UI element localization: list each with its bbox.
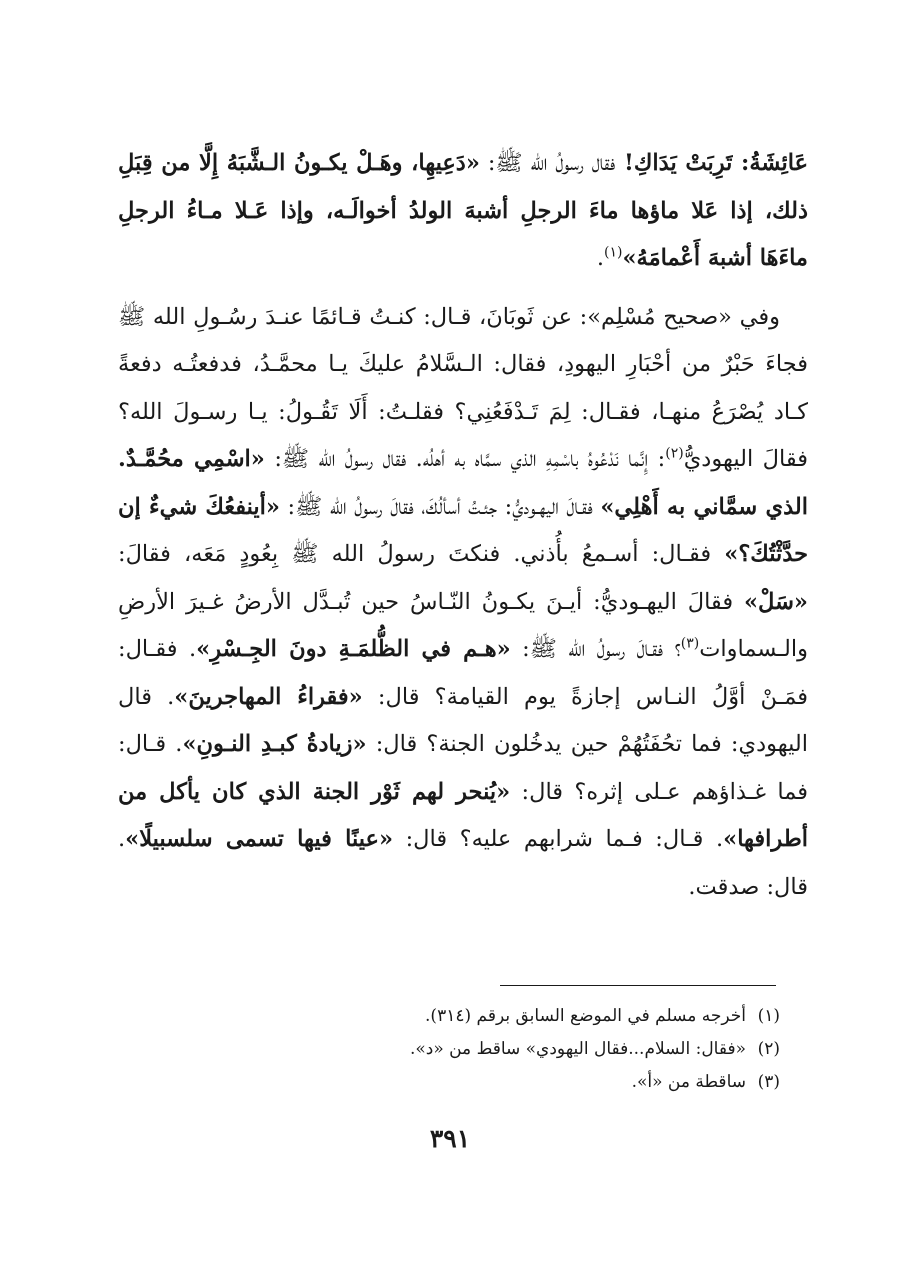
hadith-quote: «هـم في الظُّلمَـةِ دونَ الجِـسْرِ»: [196, 636, 511, 662]
text-run: فقـال: أسـمعُ بأُذني. فنكتَ رسولُ الله ﷺ بِعُودٍ مَعَه، فقالَ:: [118, 541, 725, 567]
hadith-quote: «دَعِيهِا، وهَـلْ يكـونُ الـشَّبَهُ إِلَّا من قِبَلِ ذلك، إذا عَلا ماؤها ماءَ الرجلِ أشبهَ الولدُ أخوالَـه، وإذا عَـلا مـاءُ الرجلِ ماءَهَا أشبهَ أَعْمامَهُ»: [118, 150, 808, 271]
text-run: وفي «صحيح مُسْلِم»: عن ثَوبَانَ، قـال: كنـتُ قـائمًا عنـدَ رسُـولِ الله ﷺ فجاءَ حَبْرٌ من أحْبَارِ اليهودِ، فقال: الـسَّلامُ عليكَ يـا محمَّـدُ، فدفعتُـه دفعةً كـاد يُصْرَعُ منهـا، فقـال: لِمَ تَـدْفَعُنِي؟ فقلـتُ: أَلَا تَقُـولُ: يـا رسـولَ الله؟فقالَ اليهوديُّ: [118, 303, 808, 472]
text-run: . قال: صدقت.: [118, 826, 808, 900]
text-run: فقال رسولُ الله ﷺ:: [479, 150, 616, 176]
footnote-reference: (٣): [680, 635, 700, 652]
hadith-quote: «عينًا فيها تسمى سلسبيلًا»: [125, 826, 394, 852]
text-run: فقـالَ اليهـوديُّ: جئـتُ أسألُكَ، فقالَ رسولُ الله ﷺ:: [279, 493, 601, 520]
hadith-quote: «زيادةُ كبـدِ النـونِ»: [182, 731, 367, 757]
footnote-number: (١): [757, 1006, 780, 1026]
text-run: . قـال: فـما شرابهم عليه؟ قال:: [393, 826, 724, 852]
paragraph: [118, 140, 808, 283]
footnote: [360, 1033, 780, 1066]
footnote-number: (٣): [757, 1072, 780, 1092]
paragraph: [118, 294, 808, 912]
main-text: [118, 140, 808, 911]
text-run: .: [596, 245, 604, 271]
footnote-reference: (١): [603, 244, 623, 261]
footnote-text: أخرجه مسلم في الموضع السابق برقم (٣١٤).: [425, 1006, 746, 1026]
page-number: ٣٩١: [429, 1124, 471, 1153]
hadith-quote: «أينفعُكَ شيءٌ إن حدَّثْتُكَ؟»: [118, 493, 808, 567]
footnote: [360, 1000, 780, 1033]
hadith-quote: «اسْمِي محُمَّـدٌ. الذي سمَّاني به أَهْلِي»: [118, 446, 809, 520]
footnote-divider: [500, 985, 776, 986]
footnotes: [360, 1000, 780, 1099]
footnote-reference: (٢): [665, 445, 684, 462]
text-run: . قـال: فما غـذاؤهم عـلى إثره؟ قال:: [118, 731, 808, 805]
footnote-number: (٢): [757, 1039, 780, 1059]
text-run: . قال اليهودي: فما تحُفَتُهُمْ حين يدخُلون الجنة؟ قال:: [118, 683, 808, 757]
hadith-quote: عَائِشَةُ: تَرِبَتْ يَدَاكِ!: [615, 150, 809, 176]
hadith-quote: «سَلْ»: [743, 588, 808, 615]
text-run: : إِنَّما نَدْعُوهُ باسْمِهِ الذي سمَّاه به أهلُه. فقال رسولُ الله ﷺ:: [264, 446, 666, 472]
hadith-quote: «فقراءُ المهاجرينَ»: [174, 683, 363, 710]
footnote-text: ساقطة من «أ».: [631, 1072, 746, 1092]
footnote-text: «فقال: السلام...فقال اليهودي» ساقط من «د».: [409, 1039, 746, 1059]
text-run: ؟ فقـالَ رسولُ الله ﷺ:: [510, 636, 681, 662]
footnote: [360, 1066, 780, 1099]
text-run: فقالَ اليهـوديُّ: أيـنَ يكـونُ النّـاسُ حين تُبـدَّل الأرضُ غـيرَ الأرضِ والـسماوات: [118, 588, 808, 662]
hadith-quote: «يُنحر لهم ثَوْر الجنة الذي كان يأكل من أطرافها»: [118, 778, 809, 852]
text-run: . فقـال: فمَـنْ أوَّلُ النـاس إجازةً يوم القيامة؟ قال:: [118, 636, 808, 710]
